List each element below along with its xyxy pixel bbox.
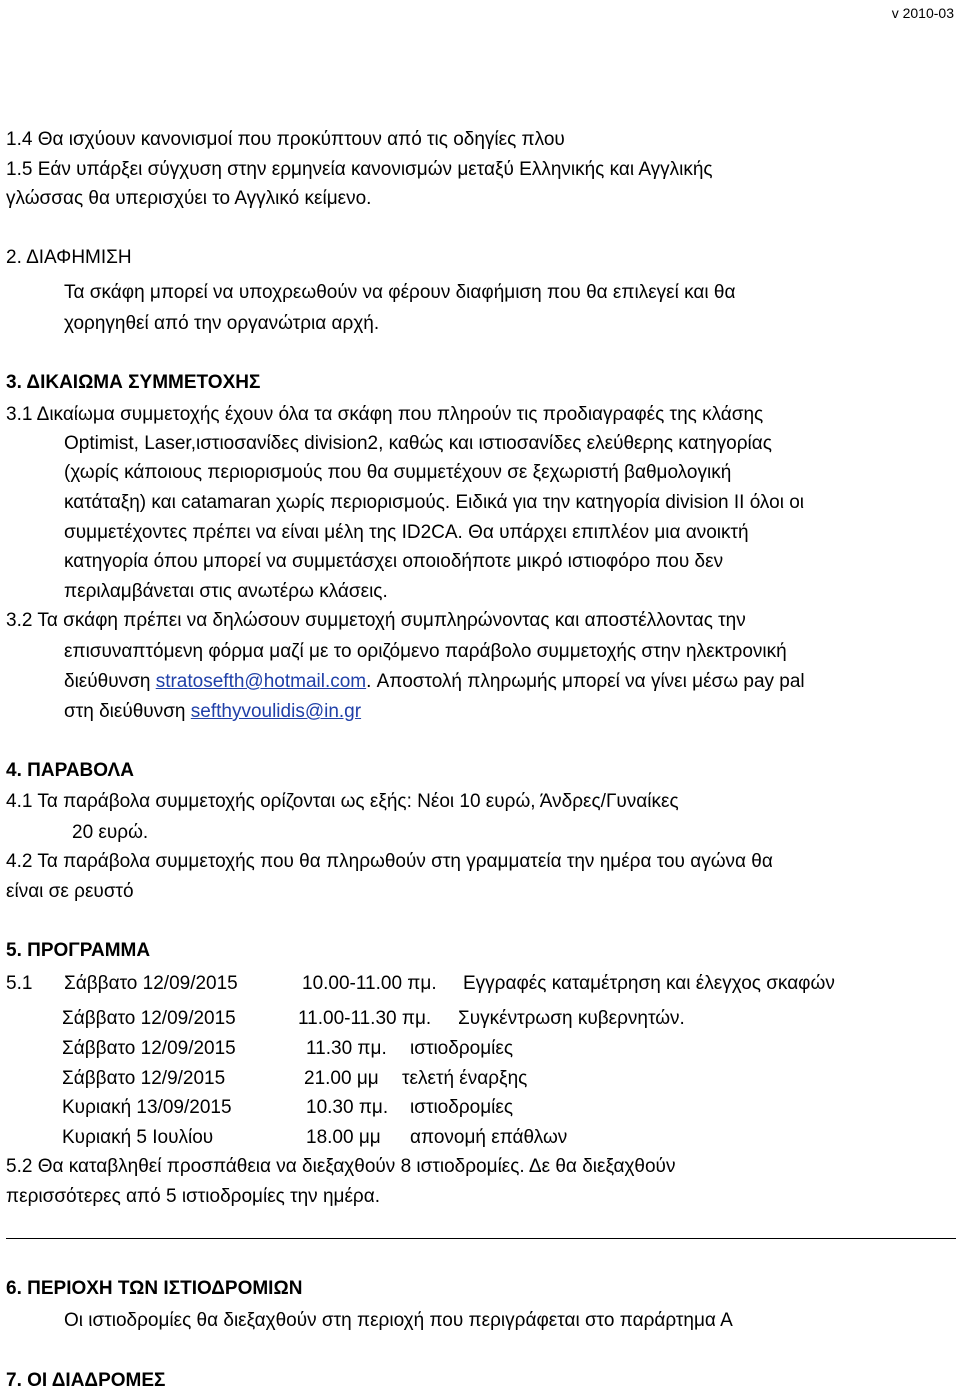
schedule-event: Εγγραφές καταμέτρηση και έλεγχος σκαφών <box>463 973 835 994</box>
rule-3-2-line3 <box>64 671 805 693</box>
schedule-time: 21.00 μμ <box>304 1068 379 1089</box>
schedule-time: 11.00-11.30 πμ. <box>298 1008 432 1029</box>
rule-4-2-line1: 4.2 Τα παράβολα συμμετοχής που θα πληρωθούν στη γραμματεία την ημέρα του αγώνα θα <box>6 851 773 872</box>
rule-4-1-line2: 20 ευρώ. <box>72 822 149 843</box>
schedule-day: Σάββατο 12/09/2015 <box>64 973 238 994</box>
schedule-time: 10.30 πμ. <box>306 1097 389 1118</box>
rule-5-2-line1: 5.2 Θα καταβληθεί προσπάθεια να διεξαχθούν 8 ιστιοδρομίες. Δε θα διεξαχθούν <box>6 1156 676 1177</box>
schedule-day: Σάββατο 12/09/2015 <box>62 1008 236 1029</box>
section-2-line2: χορηγηθεί από την οργανώτρια αρχή. <box>64 313 380 334</box>
schedule-event: ιστιοδρομίες <box>410 1097 513 1118</box>
rule-3-2-line4-text: στη διεύθυνση <box>64 701 191 722</box>
rule-1-5-line2: γλώσσας θα υπερισχύει το Αγγλικό κείμενο. <box>6 188 372 209</box>
schedule-day: Σάββατο 12/9/2015 <box>62 1068 226 1089</box>
horizontal-divider <box>6 1238 956 1239</box>
section-7-title: 7. ΟΙ ΔΙΑΔΡΟΜΕΣ <box>6 1370 166 1391</box>
rule-1-4: 1.4 Θα ισχύουν κανονισμοί που προκύπτουν από τις οδηγίες πλου <box>6 129 565 150</box>
email-link-stratosefth[interactable]: stratosefth@hotmail.com <box>155 671 367 692</box>
rule-1-5-line1: 1.5 Εάν υπάρξει σύγχυση στην ερμηνεία κανονισμών μεταξύ Ελληνικής και Αγγλικής <box>6 159 713 180</box>
schedule-event: τελετή έναρξης <box>402 1068 528 1089</box>
rule-3-1-line2: Optimist, Laser,ιστιοσανίδες division2, καθώς και ιστιοσανίδες ελεύθερης κατηγορίας <box>64 433 772 454</box>
rule-3-2-line1: 3.2 Τα σκάφη πρέπει να δηλώσουν συμμετοχή συμπληρώνοντας και αποστέλλοντας την <box>6 610 746 631</box>
schedule-day: Κυριακή 13/09/2015 <box>62 1097 232 1118</box>
section-6-line1: Οι ιστιοδρομίες θα διεξαχθούν στη περιοχή που περιγράφεται στο παράρτημα Α <box>64 1310 733 1331</box>
rule-3-2-line2: επισυναπτόμενη φόρμα μαζί με το οριζόμενο παράβολο συμμετοχής στην ηλεκτρονική <box>64 641 787 662</box>
section-5-title: 5. ΠΡΟΓΡΑΜΜΑ <box>6 940 151 961</box>
rule-4-1-line1: 4.1 Τα παράβολα συμμετοχής ορίζονται ως εξής: Νέοι 10 ευρώ, Άνδρες/Γυναίκες <box>6 791 679 812</box>
rule-4-2-line2: είναι σε ρευστό <box>6 881 134 902</box>
schedule-day: Σάββατο 12/09/2015 <box>62 1038 236 1059</box>
section-4-title: 4. ΠΑΡΑΒΟΛΑ <box>6 760 134 781</box>
rule-5-2-line2: περισσότερες από 5 ιστιοδρομίες την ημέρα. <box>6 1186 381 1207</box>
rule-5-1-number: 5.1 <box>6 973 33 994</box>
schedule-time: 10.00-11.00 πμ. <box>302 973 437 994</box>
rule-3-2-line4 <box>64 701 361 723</box>
rule-3-1-line6: κατηγορία όπου μπορεί να συμμετάσχει οποιοδήποτε μικρό ιστιοφόρο που δεν <box>64 551 724 572</box>
rule-3-1-line7: περιλαμβάνεται στις ανωτέρω κλάσεις. <box>64 581 388 602</box>
rule-3-2-line3-rest: . Αποστολή πληρωμής μπορεί να γίνει μέσω pay pal <box>366 671 805 692</box>
section-2-title: 2. ΔΙΑΦΗΜΙΣΗ <box>6 247 132 268</box>
rule-3-1-line4: κατάταξη) και catamaran χωρίς περιορισμούς. Ειδικά για την κατηγορία division II όλοι οι <box>64 492 804 513</box>
schedule-event: ιστιοδρομίες <box>410 1038 513 1059</box>
schedule-event: απονομή επάθλων <box>410 1127 568 1148</box>
schedule-day: Κυριακή 5 Ιουλίου <box>62 1127 214 1148</box>
email-link-sefthyvoulidis[interactable]: sefthyvoulidis@in.gr <box>190 701 362 722</box>
section-2-line1: Τα σκάφη μπορεί να υποχρεωθούν να φέρουν διαφήμιση που θα επιλεγεί και θα <box>64 282 736 303</box>
rule-3-1-line3: (χωρίς κάποιους περιορισμούς που θα συμμετέχουν σε ξεχωριστή βαθμολογική <box>64 462 732 483</box>
rule-3-1-line1: 3.1 Δικαίωμα συμμετοχής έχουν όλα τα σκάφη που πληρούν τις προδιαγραφές της κλάσης <box>6 404 764 425</box>
schedule-time: 11.30 πμ. <box>306 1038 387 1059</box>
section-3-title: 3. ΔΙΚΑΙΩΜΑ ΣΥΜΜΕΤΟΧΗΣ <box>6 372 261 393</box>
version-label: v 2010-03 <box>891 5 954 21</box>
section-6-title: 6. ΠΕΡΙΟΧΗ ΤΩΝ ΙΣΤΙΟΔΡΟΜΙΩΝ <box>6 1278 303 1299</box>
schedule-time: 18.00 μμ <box>306 1127 381 1148</box>
schedule-event: Συγκέντρωση κυβερνητών. <box>458 1008 685 1029</box>
rule-3-1-line5: συμμετέχοντες πρέπει να είναι μέλη της ID2CA. Θα υπάρχει επιπλέον μια ανοικτή <box>64 522 749 543</box>
rule-3-2-line3-text: διεύθυνση <box>64 671 156 692</box>
